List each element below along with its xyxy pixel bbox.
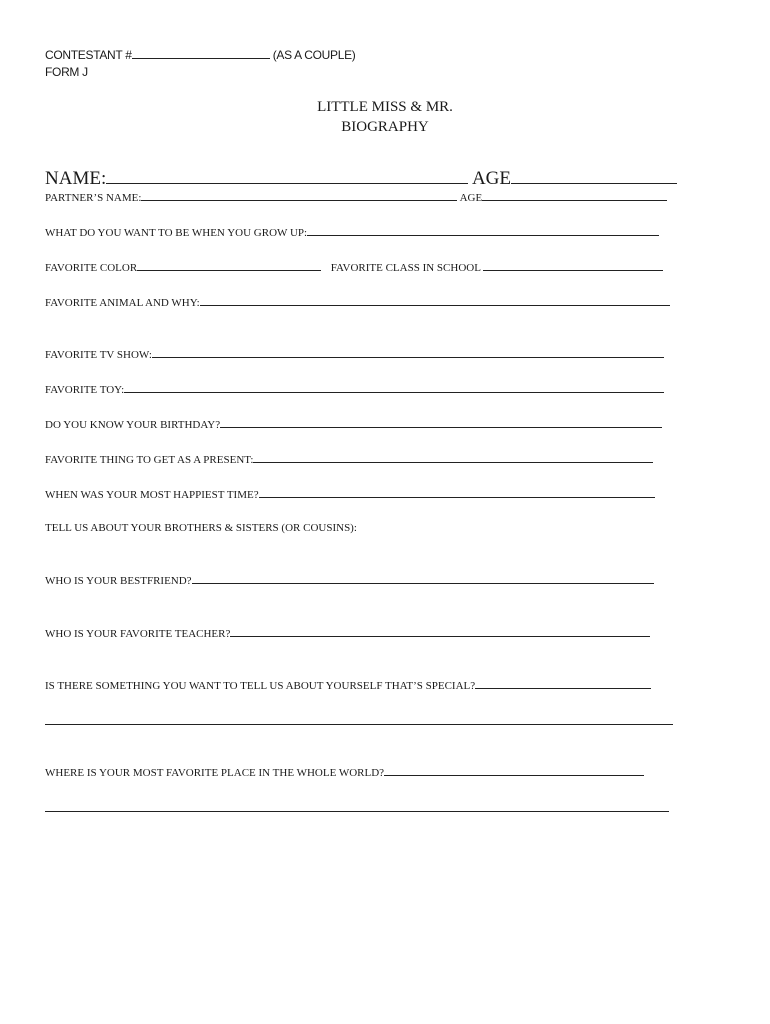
present-label: FAVORITE THING TO GET AS A PRESENT: xyxy=(45,453,254,466)
favorite-tv-label: FAVORITE TV SHOW: xyxy=(45,348,152,361)
favorite-tv-row xyxy=(45,347,664,361)
special-field[interactable] xyxy=(475,678,651,689)
grow-up-field[interactable] xyxy=(307,225,659,236)
happiest-row xyxy=(45,487,655,501)
grow-up-row xyxy=(45,225,659,239)
contestant-number-field[interactable] xyxy=(132,47,270,59)
age-label: AGE xyxy=(471,168,511,190)
best-friend-label: WHO IS YOUR BESTFRIEND? xyxy=(45,574,192,587)
couple-label: (AS A COUPLE) xyxy=(272,47,356,62)
favorite-animal-label: FAVORITE ANIMAL AND WHY: xyxy=(45,296,200,309)
favorite-tv-field[interactable] xyxy=(152,347,664,358)
favorite-animal-field[interactable] xyxy=(200,295,670,306)
teacher-row xyxy=(45,626,650,640)
contestant-number-line xyxy=(45,47,355,62)
age-field[interactable] xyxy=(511,166,677,184)
special-extra-line[interactable] xyxy=(45,724,673,725)
favorite-place-extra-line[interactable] xyxy=(45,811,669,812)
special-label: IS THERE SOMETHING YOU WANT TO TELL US ABOUT YOURSELF THAT’S SPECIAL? xyxy=(45,679,476,692)
favorite-place-row xyxy=(45,765,644,779)
partner-row xyxy=(45,190,667,204)
happiest-field[interactable] xyxy=(259,487,655,498)
present-field[interactable] xyxy=(253,452,653,463)
teacher-field[interactable] xyxy=(230,626,650,637)
partner-age-field[interactable] xyxy=(482,190,667,201)
happiest-label: WHEN WAS YOUR MOST HAPPIEST TIME? xyxy=(45,488,259,501)
favorite-toy-row xyxy=(45,382,664,396)
favorite-toy-field[interactable] xyxy=(124,382,664,393)
favorite-animal-row xyxy=(45,295,670,309)
siblings-label: TELL US ABOUT YOUR BROTHERS & SISTERS (OR COUSINS): xyxy=(45,522,357,534)
birthday-row xyxy=(45,417,662,431)
partner-name-field[interactable] xyxy=(141,190,457,201)
teacher-label: WHO IS YOUR FAVORITE TEACHER? xyxy=(45,627,231,640)
birthday-label: DO YOU KNOW YOUR BIRTHDAY? xyxy=(45,418,221,431)
favorite-color-label: FAVORITE COLOR xyxy=(45,261,138,274)
name-field[interactable] xyxy=(106,166,468,184)
favorite-place-field[interactable] xyxy=(384,765,644,776)
favorite-class-field[interactable] xyxy=(483,260,663,271)
page-title-line1: LITTLE MISS & MR. xyxy=(317,99,453,115)
page-title-line2: BIOGRAPHY xyxy=(341,119,429,135)
partner-age-label: AGE xyxy=(459,191,483,204)
partner-name-label: PARTNER’S NAME: xyxy=(45,191,142,204)
name-age-row xyxy=(45,166,677,190)
best-friend-row xyxy=(45,573,654,587)
birthday-field[interactable] xyxy=(220,417,662,428)
grow-up-label: WHAT DO YOU WANT TO BE WHEN YOU GROW UP: xyxy=(45,226,308,239)
color-class-row xyxy=(45,260,663,274)
favorite-toy-label: FAVORITE TOY: xyxy=(45,383,125,396)
form-label: FORM J xyxy=(45,65,88,79)
present-row xyxy=(45,452,653,466)
favorite-color-field[interactable] xyxy=(137,260,321,271)
contestant-label: CONTESTANT # xyxy=(45,47,132,62)
best-friend-field[interactable] xyxy=(192,573,654,584)
siblings-row xyxy=(45,522,357,534)
special-row xyxy=(45,678,651,692)
favorite-class-label: FAVORITE CLASS IN SCHOOL xyxy=(330,261,481,274)
favorite-place-label: WHERE IS YOUR MOST FAVORITE PLACE IN THE WHOLE WORLD? xyxy=(45,766,385,779)
name-label: NAME: xyxy=(45,168,107,190)
